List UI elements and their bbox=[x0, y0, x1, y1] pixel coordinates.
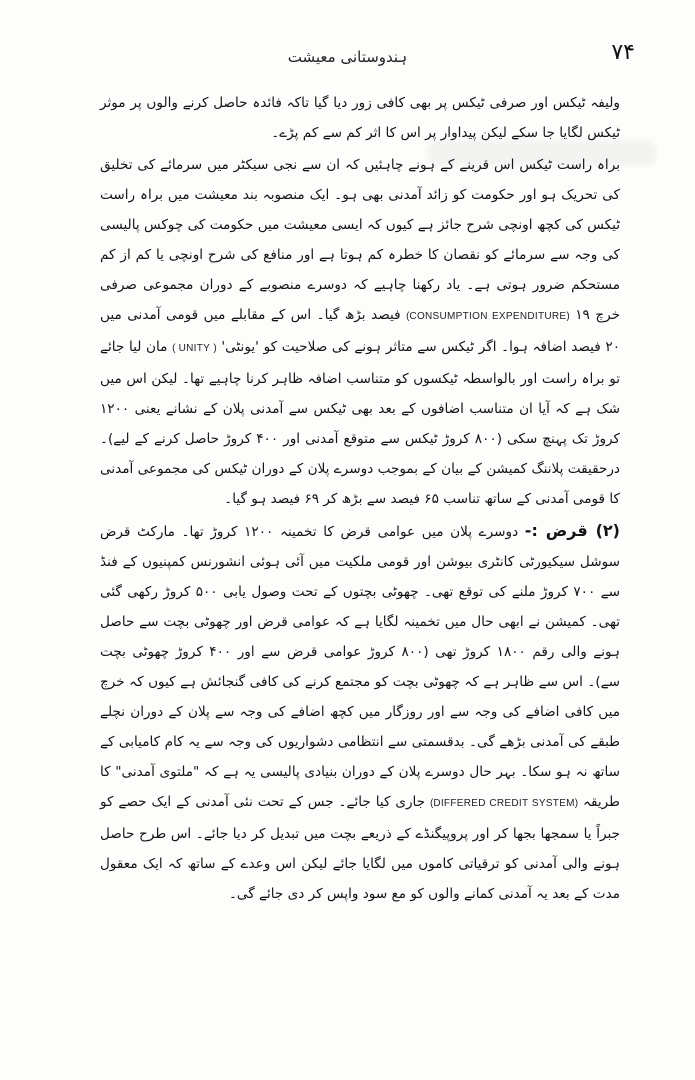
paragraph-text: ولیفہ ٹیکس اور صرفی ٹیکس پر بھی کافی زور دیا گیا تاکہ فائدہ حاصل کرنے والوں پر موثر ٹیکس لگایا جا سکے لیکن پیداوار پر اس کا اثر کم سے کم پڑے۔ bbox=[100, 95, 620, 141]
page-header bbox=[60, 40, 635, 72]
paragraph-text: براہ راست ٹیکس اس قرینے کے ہونے چاہئیں کہ ان سے نجی سیکٹر میں سرمائے کی تخلیق کی تحریک ہو اور حکومت کو زائد آمدنی بھی ہو۔ ایک منصوبہ بند معیشت میں براہ راست ٹیکس کی کچھ اونچی شرح جائز ہے کیوں کہ ایسی معیشت میں حکومت کی چوکس پالیسی کی وجہ سے سرمائے کو نقصان کا خطرہ کم ہوتا ہے اور منافع کی شرح اونچی یا کم از کم مستحکم ضرور ہوتی ہے۔ یاد رکھنا چاہیے کہ دوسرے منصوبے کے دوران مجموعی صرفی خرچ bbox=[100, 157, 621, 323]
paragraph-indirect-taxes bbox=[100, 88, 620, 148]
latin-term-unity: ( UNITY ) bbox=[172, 343, 217, 354]
paragraph-text: مان لیا جائے تو براہ راست اور بالواسطہ ٹیکسوں کو متناسب اضافہ ظاہر کرنا چاہیے تھا۔ لیکن اس میں شک ہے کہ آیا ان متناسب اضافوں کے بعد بھی ٹیکس سے آمدنی پلان کے نشانے یعنی ۱۲۰۰ کروڑ تک پہنچ سکی (۸۰۰ کروڑ ٹیکس سے متوقع آمدنی اور ۴۰۰ کروڑ حاصل کرنے کے لیے)۔ درحقیقت پلاننگ کمیشن کے بیان کے بموجب دوسرے پلان کے دوران ٹیکس کی مجموعی آمدنی کا قومی آمدنی کے ساتھ تناسب ۶۵ فیصد سے بڑھ کر ۶۹ فیصد ہو گیا۔ bbox=[100, 339, 620, 507]
latin-term-deferred-credit: (DIFFERED CREDIT SYSTEM) bbox=[429, 798, 579, 809]
running-title: ہندوستانی معیشت bbox=[287, 48, 408, 66]
body-text bbox=[100, 88, 620, 909]
paragraph-direct-taxes bbox=[100, 150, 620, 514]
paragraph-loans bbox=[100, 516, 620, 909]
paragraph-text: جاری کیا جائے۔ جس کے تحت نئی آمدنی کے ایک حصے کو جبراً یا سمجھا بجھا کر اور پروپیگنڈے کے ذریعے بچت میں تبدیل کر دیا جائے۔ اس طرح حاصل ہونے والی آمدنی کو ترقیاتی کاموں میں لگایا جائے لیکن اس وعدے کے ساتھ کہ ایک معقول مدت کے بعد یہ آمدنی کمانے والوں کو مع سود واپس کر دی جائے گی۔ bbox=[100, 794, 620, 902]
latin-term-consumption: (CONSUMPTION EXPENDITURE) bbox=[406, 311, 570, 322]
section-heading-loans: (۲) قرض :- bbox=[524, 521, 620, 540]
paragraph-text: دوسرے پلان میں عوامی قرض کا تخمینہ ۱۲۰۰ کروڑ تھا۔ مارکٹ قرض سوشل سیکیورٹی کانٹری بیوشن اور قومی ملکیت میں آئی ہوئی انشورنس کمپنیوں کے فنڈ سے ۷۰۰ کروڑ ملنے کی توقع تھی۔ چھوٹی بچتوں کے تحت وصول یابی ۵۰۰ کروڑ رکھی گئی تھی۔ کمیشن نے ابھی حال میں تخمینہ لگایا ہے کہ عوامی قرض اور چھوٹی بچت سے حاصل ہونے والی رقم ۱۸۰۰ کروڑ تھی (۸۰۰ کروڑ عوامی قرض سے اور ۴۰۰ کروڑ چھوٹی بچت سے)۔ اس سے ظاہر ہے کہ چھوٹی بچت کو مجتمع کرنے کی کافی گنجائش ہے کیوں کہ خرچ میں کافی اضافے کی وجہ سے اور روزگار میں کچھ اضافے کی وجہ سے پلان کے دوران نچلے طبقے کی آمدنی بڑھے گی۔ بدقسمتی سے انتظامی دشواریوں کی وجہ سے یہ کام کامیابی کے ساتھ نہ ہو سکا۔ بہر حال دوسرے پلان کے دوران بنیادی پالیسی یہ ہے کہ "ملتوی آمدنی" کا طریقہ bbox=[100, 524, 621, 810]
paragraph-text: ۱۹ فیصد بڑھ گیا۔ اس کے مقابلے میں قومی آمدنی میں ۲۰ فیصد اضافہ ہوا۔ اگر ٹیکس سے متاثر ہونے کی صلاحیت کو 'یونٹی' bbox=[100, 307, 621, 355]
page-number: ۷۴ bbox=[611, 40, 635, 65]
